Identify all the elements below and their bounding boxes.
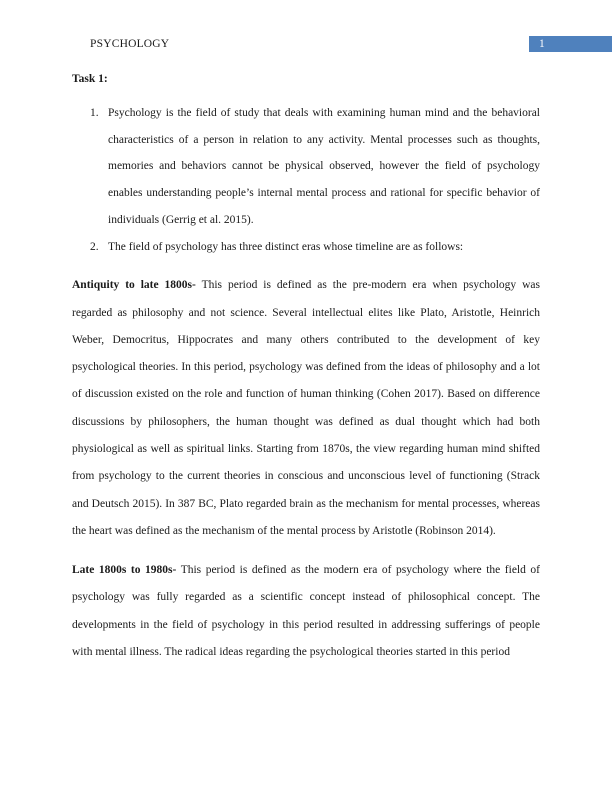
numbered-list — [72, 100, 540, 260]
page-number-box — [529, 36, 612, 52]
task-title: Task 1: — [72, 73, 108, 85]
list-item-text: Psychology is the field of study that deals with examining human mind and the behavioral characteristics of a person in relation to any activity. Mental processes such as thoughts, memories and behaviors cannot be physical observed, however the field of psychology enables understanding people’s internal mental process and rational for specific behavior of individuals (Gerrig et al. 2015). — [108, 107, 540, 226]
page-number: 1 — [539, 38, 545, 50]
running-head: PSYCHOLOGY — [90, 38, 170, 50]
list-item-text: The field of psychology has three distinct eras whose timeline are as follows: — [108, 240, 464, 253]
list-item-number: 1. — [90, 107, 99, 119]
paragraph-body: This period is defined as the pre-modern era when psychology was regarded as philosophy and not science. Several intellectual elites like Plato, Aristotle, Heinrich Weber, Democritus, Hippocrates and many others contributed to the development of key psychological theories. In this period, psychology was defined from the ideas of philosophy and a lot of discussion existed on the role and function of human thinking (Cohen 2017). Based on difference discussions by philosophers, the human thought was defined as dual thought which had both physiological as well as spiritual links. Starting from 1870s, the view regarding human mind shifted from psychology to the current theories in conscious and unconscious level of functioning (Strack and Deutsch 2015). In 387 BC, Plato regarded brain as the mechanism for mental processes, whereas the heart was defined as the mechanism of the mental process by Aristotle (Robinson 2014). — [72, 279, 540, 537]
list-item — [72, 100, 540, 234]
paragraph-antiquity — [72, 272, 540, 545]
list-item — [72, 234, 540, 261]
paragraph-heading: Late 1800s to 1980s- — [72, 564, 177, 577]
paragraph-modern-era — [72, 557, 540, 666]
paragraph-body: This period is defined as the modern era of psychology where the field of psychology was fully regarded as a scientific concept instead of philosophical concept. The developments in the field of psychology in this period resulted in addressing sufferings of people with mental illness. The radical ideas regarding the psychological theories started in this period — [72, 564, 540, 659]
document-body — [72, 70, 540, 666]
paragraph-heading: Antiquity to late 1800s- — [72, 279, 196, 292]
list-item-number: 2. — [90, 240, 99, 253]
page-header — [0, 36, 612, 52]
